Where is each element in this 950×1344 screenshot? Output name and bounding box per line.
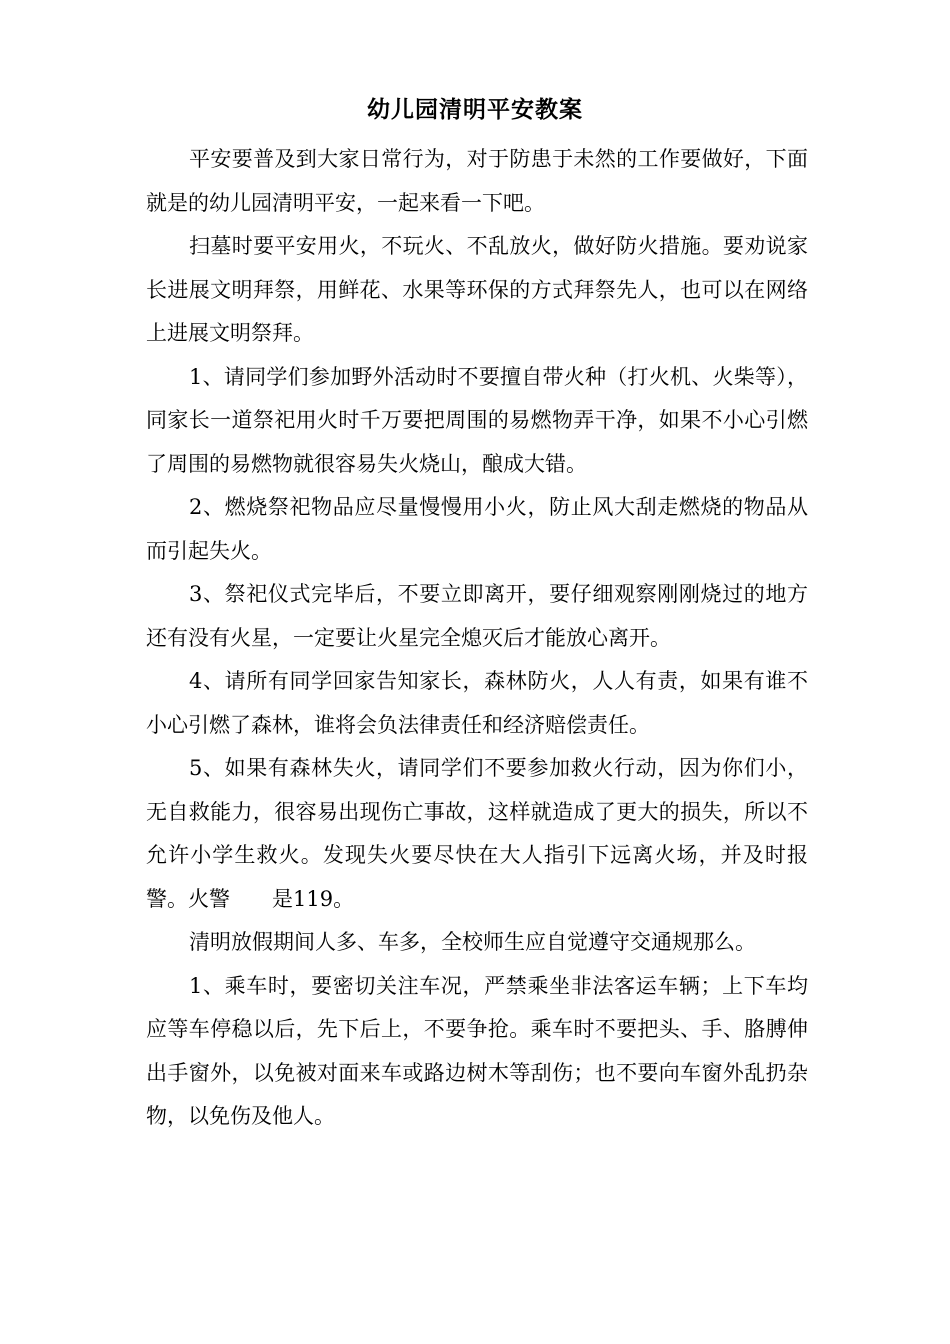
document-body — [146, 138, 808, 1139]
document-title: 幼儿园清明平安教案 — [367, 96, 583, 123]
paragraph-item-3: 3、祭祀仪式完毕后，不要立即离开，要仔细观察刚刚烧过的地方还有没有火星，一定要让火星完全熄灭后才能放心离开。 — [146, 582, 808, 650]
paragraph-fire-safety: 扫墓时要平安用火，不玩火、不乱放火，做好防火措施。要劝说家长进展文明拜祭，用鲜花、水果等环保的方式拜祭先人，也可以在网络上进展文明祭拜。 — [146, 234, 808, 345]
paragraph-item-2: 2、燃烧祭祀物品应尽量慢慢用小火，防止风大刮走燃烧的物品从而引起失火。 — [146, 495, 808, 563]
paragraph-item-4: 4、请所有同学回家告知家长，森林防火，人人有责，如果有谁不小心引燃了森林，谁将会负法律责任和经济赔偿责任。 — [146, 669, 808, 737]
paragraph-traffic-item-1: 1、乘车时，要密切关注车况，严禁乘坐非法客运车辆；上下车均应等车停稳以后，先下后上，不要争抢。乘车时不要把头、手、胳膊伸出手窗外，以免被对面来车或路边树木等刮伤；也不要向车窗外乱扔杂物，以免伤及他人。 — [146, 973, 808, 1128]
paragraph-intro: 平安要普及到大家日常行为，对于防患于未然的工作要做好，下面就是的幼儿园清明平安，一起来看一下吧。 — [146, 147, 808, 215]
paragraph-traffic-intro: 清明放假期间人多、车多，全校师生应自觉遵守交通规那么。 — [189, 930, 756, 954]
paragraph-item-5: 5、如果有森林失火，请同学们不要参加救火行动，因为你们小，无自救能力，很容易出现伤亡事故，这样就造成了更大的损失，所以不允许小学生救火。发现失火要尽快在大人指引下远离火场，并及时报警。火警 是119。 — [146, 756, 808, 911]
paragraph-item-1: 1、请同学们参加野外活动时不要擅自带火种（打火机、火柴等），同家长一道祭祀用火时千万要把周围的易燃物弄干净，如果不小心引燃了周围的易燃物就很容易失火烧山，酿成大错。 — [146, 364, 808, 476]
